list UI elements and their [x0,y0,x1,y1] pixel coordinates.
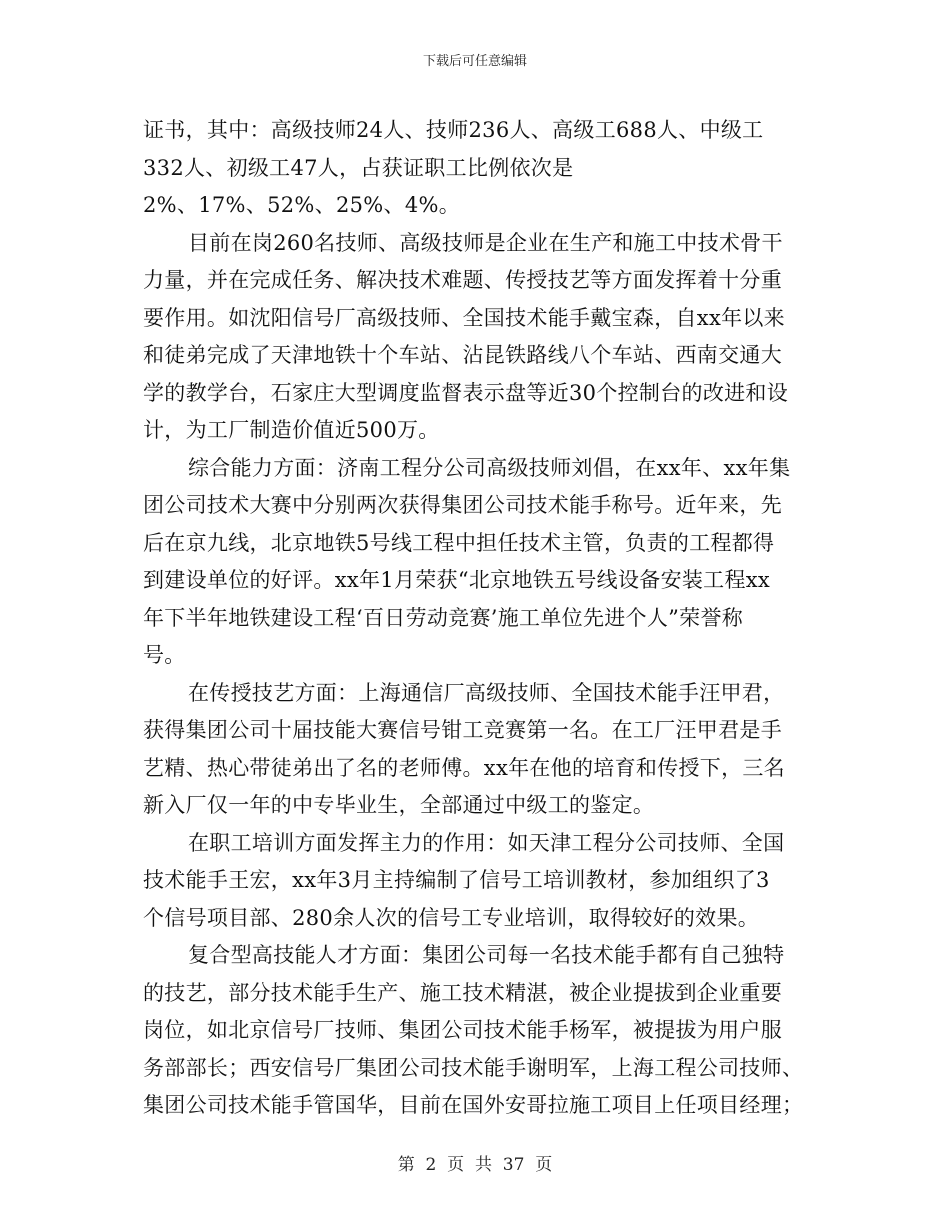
text-line: 集团公司技术能手管国华，目前在国外安哥拉施工项目上任项目经理； [143,1093,804,1117]
text-line: 新入厂仅一年的中专毕业生，全部通过中级工的鉴定。 [143,793,655,817]
text-line: 团公司技术大赛中分别两次获得集团公司技术能手称号。近年来，先 [143,493,782,517]
text-line: 后在京九线，北京地铁5号线工程中担任技术主管，负责的工程都得 [143,530,775,555]
text-line: 号。 [143,643,186,667]
text-line: 证书，其中：高级技师24人、技师236人、高级工688人、中级工 [143,118,764,142]
text-line: 要作用。如沈阳信号厂高级技师、全国技术能手戴宝森，自xx年以来 [143,305,785,330]
text-line: 2%、17%、52%、25%、4%。 [143,193,461,217]
text-line: 力量，并在完成任务、解决技术难题、传授技艺等方面发挥着十分重 [143,268,782,292]
text-line: 目前在岗260名技师、高级技师是企业在生产和施工中技术骨干 [188,230,783,255]
text-line: 在职工培训方面发挥主力的作用：如天津工程分公司技师、全国 [188,830,785,855]
text-line: 年下半年地铁建设工程‘百日劳动竞赛’施工单位先进个人”荣誉称 [143,605,744,630]
text-line: 岗位，如北京信号厂技师、集团公司技术能手杨军，被提拔为用户服 [143,1018,782,1042]
text-line: 在传授技艺方面：上海通信厂高级技师、全国技术能手汪甲君， [188,680,785,705]
page-footer: 第 2 页 共 37 页 [397,1155,553,1175]
text-line: 计，为工厂制造价值近500万。 [143,418,440,442]
text-line: 332人、初级工47人，占获证职工比例依次是 [143,155,574,180]
document-body [143,112,815,1125]
text-line: 技术能手王宏，xx年3月主持编制了信号工培训教材，参加组织了3 [143,868,770,892]
text-line: 艺精、热心带徒弟出了名的老师傅。xx年在他的培育和传授下，三名 [143,755,785,780]
text-line: 复合型高技能人才方面：集团公司每一名技术能手都有自己独特 [188,943,785,967]
text-line: 和徒弟完成了天津地铁十个车站、沾昆铁路线八个车站、西南交通大 [143,343,782,367]
text-line: 的技艺，部分技术能手生产、施工技术精湛，被企业提拔到企业重要 [143,980,782,1005]
text-line: 务部部长；西安信号厂集团公司技术能手谢明军，上海工程公司技师、 [143,1055,804,1080]
text-line: 到建设单位的好评。xx年1月荣获“北京地铁五号线设备安装工程xx [143,568,771,592]
text-line: 学的教学台，石家庄大型调度监督表示盘等近30个控制台的改进和设 [143,380,789,405]
text-line: 综合能力方面：济南工程分公司高级技师刘倡，在xx年、xx年集 [188,455,791,480]
page-header: 下载后可任意编辑 [422,54,527,69]
text-line: 个信号项目部、280余人次的信号工专业培训，取得较好的效果。 [143,905,760,930]
text-line: 获得集团公司十届技能大赛信号钳工竞赛第一名。在工厂汪甲君是手 [143,718,782,742]
